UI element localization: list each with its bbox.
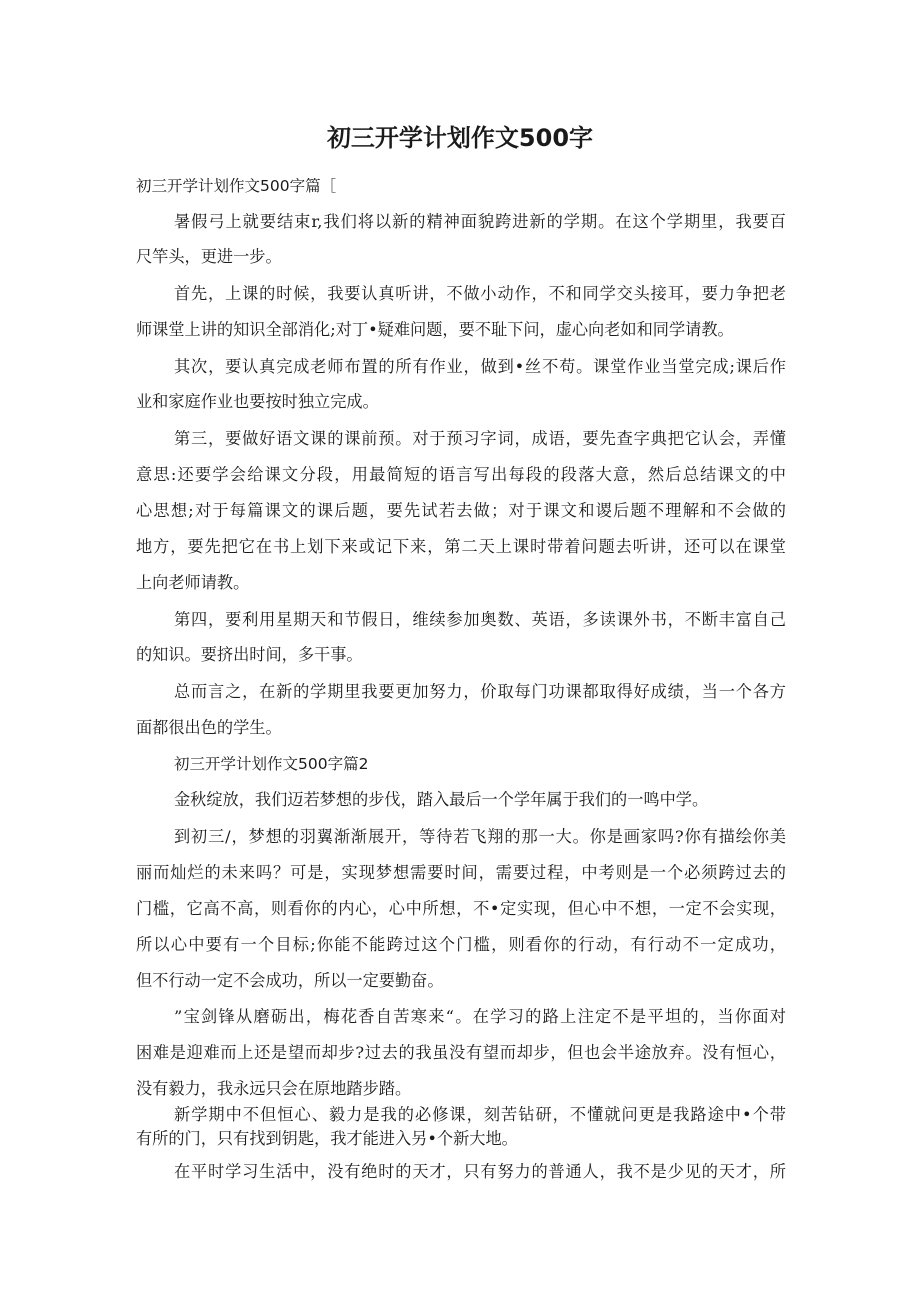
- paragraph-line: 尺竿头，更进一步。: [136, 247, 282, 266]
- paragraph-line: 总而言之，在新的学期里我要更加努力，价取每门功课都取得好成绩，当一个各方: [174, 682, 786, 701]
- paragraph-line: 的知识。要挤出时间，多干事。: [136, 645, 363, 664]
- paragraph-line: 新学期中不但恒心、毅力是我的必修课，刻苦钻研，不懂就问更是我路途中•个带: [174, 1105, 786, 1124]
- document-title: 初三开学计划作文500字: [326, 124, 594, 152]
- paragraph-line: 第三，要做好语文课的课前预。对于预习字词，成语，要先查字典把它认会，弄懂: [174, 429, 786, 448]
- paragraph-line: 暑假弓上就要结束r,我们将以新的精神面貌跨进新的学期。在这个学期里，我要百: [174, 212, 786, 231]
- paragraph-line: 到初三/，梦想的羽翼渐渐展开，等待若飞翔的那一大。你是画家吗?你有描绘你美: [174, 827, 786, 846]
- paragraph-line: 意思:还要学会给课文分段，用最简短的语言写出每段的段落大意，然后总结课文的中: [136, 465, 786, 484]
- paragraph-line: 但不行动一定不会成功，所以一定要勤奋。: [136, 971, 444, 990]
- paragraph-line: 其次，要认真完成老师布置的所有作业，做到•丝不苟。课堂作业当堂完成;课后作: [174, 357, 786, 376]
- paragraph-line: 在平时学习生活中，没有绝时的天才，只有努力的普通人，我不是少见的天才，所: [174, 1162, 786, 1181]
- section-heading-1: 初三开学计划作文500字篇［: [136, 177, 337, 195]
- paragraph-line: 首先，上课的时候，我要认真听讲，不做小动作，不和同学交头接耳，要力争把老: [174, 284, 786, 303]
- paragraph-line: 第四，要利用星期天和节假日，维续参加奥数、英语，多读课外书，不断丰富自己: [174, 610, 786, 629]
- section-heading-2: 初三开学计划作文500字篇2: [174, 755, 369, 773]
- paragraph-line: 丽而灿烂的未来吗？可是，实现梦想需要时间，需要过程，中考则是一个必须跨过去的: [136, 863, 786, 882]
- paragraph-line: 困难是迎难而上还是望而却步?过去的我虽没有望而却步，但也会半途放弃。没有恒心，: [136, 1043, 786, 1062]
- paragraph-line: 所以心中要有一个目标;你能不能跨过这个门槛，则看你的行动，有行动不一定成功，: [136, 935, 786, 954]
- paragraph-line: 没有毅力，我永远只会在原地踏步踏。: [136, 1079, 412, 1098]
- paragraph-line: 师课堂上讲的知识全部消化;对丁•疑难问题，要不耻下问，虚心向老如和同学请教。: [136, 320, 734, 339]
- paragraph-line: 业和家庭作业也要按时独立完成。: [136, 392, 379, 411]
- paragraph-line: ”宝剑锋从磨砺出，梅花香自苦寒来“。在学习的路上注定不是平坦的，当你面对: [174, 1007, 786, 1026]
- paragraph-line: 有所的门，只有找到钥匙，我才能进入另•个新大地。: [136, 1129, 518, 1148]
- paragraph-line: 心思想;对于每篇课文的课后题，要先试若去做；对于课文和谡后题不理解和不会做的: [136, 501, 786, 520]
- paragraph-line: 地方，要先把它在书上划下来或记下来，第二天上课时带着问题去听讲，还可以在课堂: [136, 537, 786, 556]
- paragraph-line: 金秋绽放，我们迈若梦想的步伐，踏入最后一个学年属于我们的一鸣中学。: [174, 790, 709, 809]
- paragraph-line: 上向老师请教。: [136, 573, 250, 592]
- paragraph-line: 门槛，它高不高，则看你的内心，心中所想，不•定实现，但心中不想，一定不会实现，: [136, 899, 786, 918]
- paragraph-line: 面都很出色的学生。: [136, 718, 282, 737]
